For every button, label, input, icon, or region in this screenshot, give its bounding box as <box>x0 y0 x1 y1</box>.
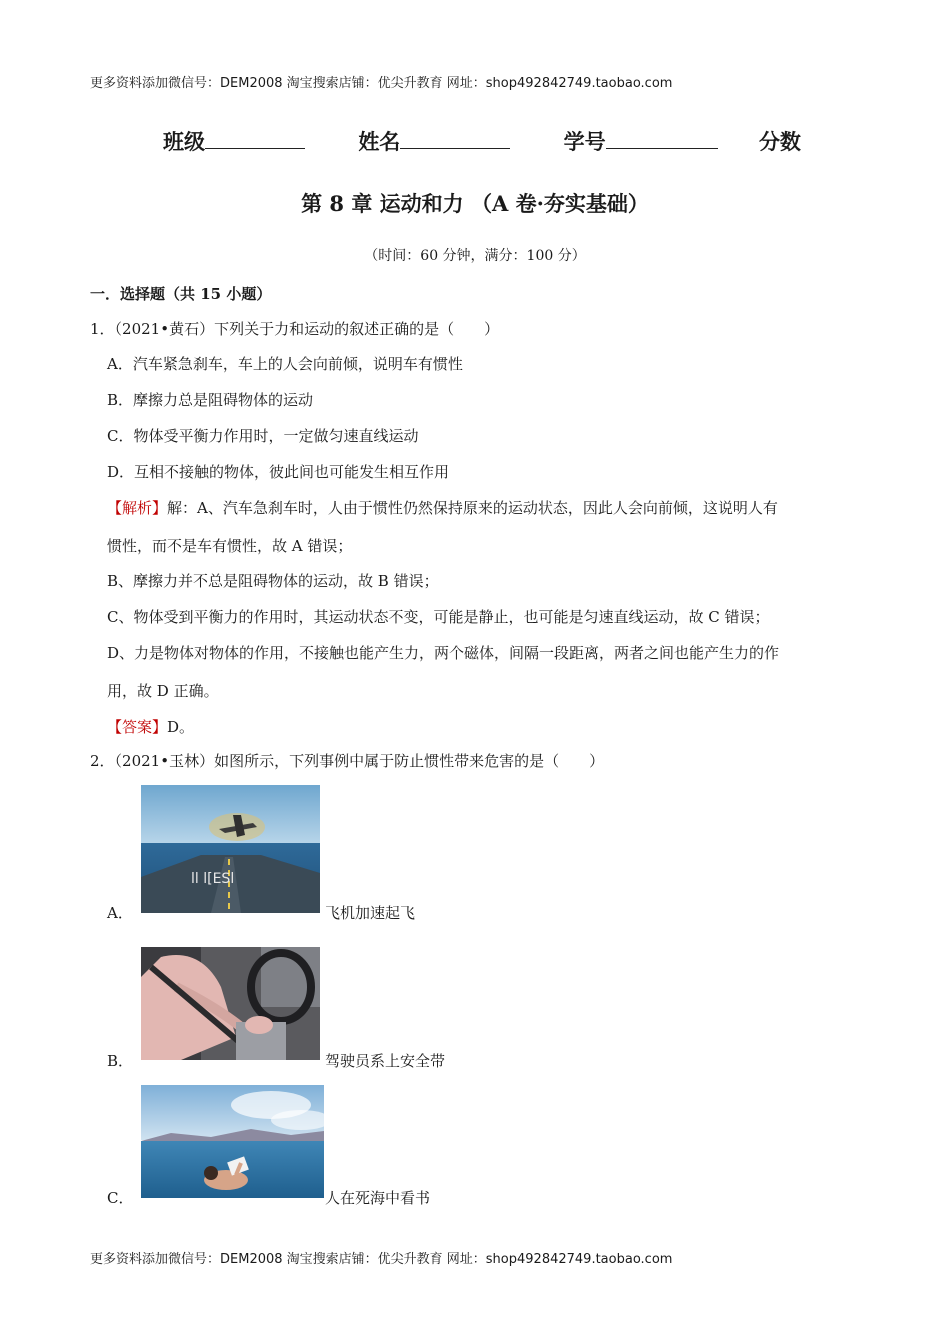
number-label: 学号 <box>563 129 606 154</box>
q2-option-b-caption: 驾驶员系上安全带 <box>325 1052 446 1070</box>
q1-analysis-line-1 <box>107 497 778 518</box>
page-title: 第 8 章 运动和力 （A 卷·夯实基础） <box>301 191 649 216</box>
q2-option-b-letter: B． <box>107 1052 134 1070</box>
score-label: 分数 <box>758 129 801 154</box>
q1-answer <box>107 716 194 737</box>
section-heading: 一．选择题（共 15 小题） <box>90 285 272 303</box>
q1-option-a: A．汽车紧急刹车，车上的人会向前倾，说明车有惯性 <box>107 355 463 373</box>
answer-text: D。 <box>167 718 195 736</box>
number-blank[interactable] <box>606 130 718 149</box>
q2-option-a-letter: A． <box>107 904 133 922</box>
q2-option-c-caption: 人在死海中看书 <box>325 1189 431 1207</box>
question-1-stem: 1．（2021•黄石）下列关于力和运动的叙述正确的是（ ） <box>90 320 500 338</box>
q1-analysis-line-5: D、力是物体对物体的作用，不接触也能产生力，两个磁体，间隔一段距离，两者之间也能产生力的作 <box>107 644 780 662</box>
analysis-text: 解：A、汽车急刹车时，人由于惯性仍然保持原来的运动状态，因此人会向前倾，这说明人有 <box>167 499 778 517</box>
student-info-fields <box>163 126 801 156</box>
analysis-tag: 【解析】 <box>107 499 168 517</box>
name-blank[interactable] <box>400 130 510 149</box>
class-blank[interactable] <box>205 130 305 149</box>
dead-sea-reading-image <box>141 1085 324 1198</box>
q1-option-b: B．摩擦力总是阻碍物体的运动 <box>107 391 314 409</box>
top-banner: 更多资料添加微信号：DEM2008 淘宝搜索店铺：优尖升教育 网址：shop492842749.taobao.com <box>90 76 673 91</box>
q1-analysis-line-3: B、摩擦力并不总是阻碍物体的运动，故 B 错误； <box>107 572 439 590</box>
name-label: 姓名 <box>358 129 401 154</box>
svg-text:ll l[ESl: ll l[ESl <box>191 871 235 887</box>
q1-analysis-line-2: 惯性，而不是车有惯性，故 A 错误； <box>107 537 353 555</box>
q1-option-c: C．物体受平衡力作用时，一定做匀速直线运动 <box>107 427 419 445</box>
q2-option-a-caption: 飞机加速起飞 <box>325 904 416 922</box>
class-label: 班级 <box>163 129 205 154</box>
answer-tag: 【答案】 <box>107 718 168 736</box>
question-2-stem: 2．（2021•玉林）如图所示，下列事例中属于防止惯性带来危害的是（ ） <box>90 752 605 770</box>
driver-seatbelt-image <box>141 947 320 1060</box>
q1-analysis-line-6: 用，故 D 正确。 <box>107 682 219 700</box>
exam-info: （时间：60 分钟，满分：100 分） <box>364 248 586 264</box>
q1-analysis-line-4: C、物体受到平衡力的作用时，其运动状态不变，可能是静止，也可能是匀速直线运动，故 C 错误； <box>107 608 770 626</box>
airplane-takeoff-image <box>141 785 320 913</box>
q1-option-d: D．互相不接触的物体，彼此间也可能发生相互作用 <box>107 463 450 481</box>
q2-option-c-letter: C． <box>107 1189 134 1207</box>
bottom-banner: 更多资料添加微信号：DEM2008 淘宝搜索店铺：优尖升教育 网址：shop492842749.taobao.com <box>90 1252 673 1267</box>
